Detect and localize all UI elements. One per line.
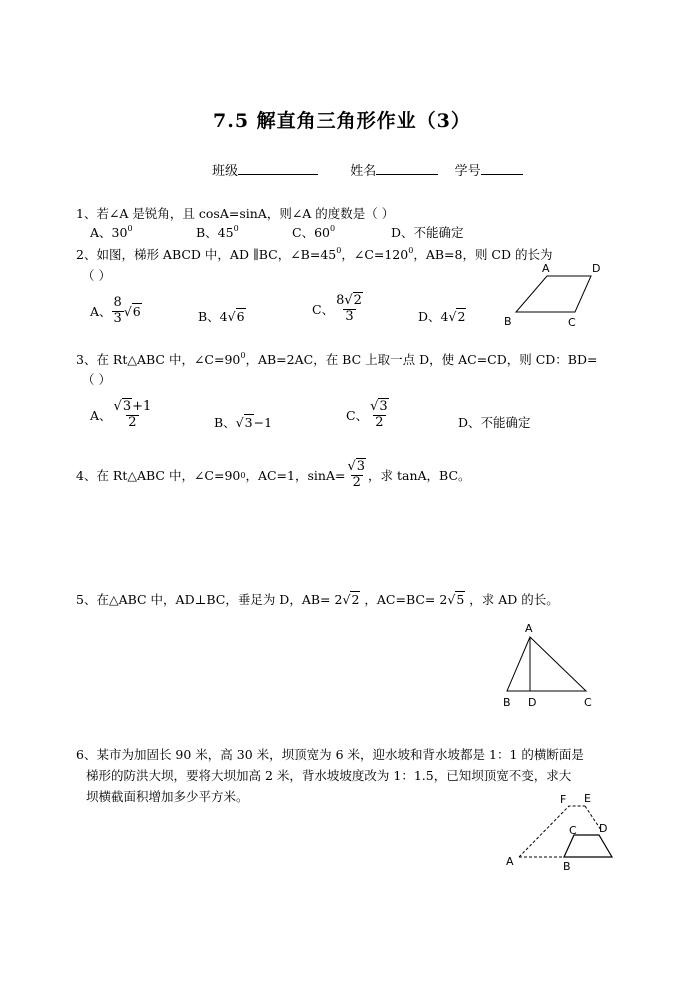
trapezoid-shape <box>516 276 591 312</box>
q4-stem: 4、在 Rt△ABC 中，∠C=90 0 ，AC=1，sinA= $\frac{√3}{2}$ ，求 tanA，BC。 <box>76 459 471 490</box>
class-blank[interactable] <box>238 160 318 175</box>
q6-dam-figure <box>498 788 628 874</box>
label-A: A <box>542 262 550 275</box>
label-A: A <box>506 855 514 868</box>
q1-option-d: D、不能确定 <box>391 225 464 240</box>
class-label: 班级 <box>212 164 239 179</box>
page-title: 7.5 解直角三角形作业（3） <box>213 110 471 132</box>
q5-stem: 5、在△ABC 中，AD⊥BC，垂足为 D，AB= 2√2 ，AC=BC= 2√5 ，求 AD 的长。 <box>76 592 559 607</box>
q6-line-2: 梯形的防洪大坝，要将大坝加高 2 米，背水坡坡度改为 1：1.5，已知坝顶宽不变，求大 <box>86 768 572 783</box>
label-D: D <box>528 696 537 709</box>
name-label: 姓名 <box>350 164 377 179</box>
q2-trapezoid-figure <box>498 260 628 332</box>
q2-option-d: D、4√2 <box>418 309 466 324</box>
original-dam-shape <box>564 835 612 857</box>
q1-option-b: B、$45^0$ <box>196 224 239 240</box>
q3-option-b: B、√3−1 <box>214 415 273 430</box>
q2-option-c: C、 $\frac{8√2}{3}$ <box>312 293 362 324</box>
label-C: C <box>569 824 577 837</box>
name-blank[interactable] <box>376 160 438 175</box>
label-B: B <box>563 860 571 873</box>
label-C: C <box>568 316 576 329</box>
q5-triangle-figure <box>498 618 608 710</box>
q1-stem: 1、若∠A 是锐角，且 cosA=sinA，则∠A 的度数是（ ） <box>76 206 395 221</box>
q3-option-a: A、 $\frac{√3+1}{2}$ <box>90 399 152 430</box>
q6-line-1: 6、某市为加固长 90 米，高 30 米，坝顶宽为 6 米，迎水坡和背水坡都是 1：1 的横断面是 <box>76 747 584 762</box>
q2-stem: 2、如图，梯形 ABCD 中，AD ∥BC，$\angle B=45^0$，$\angle C=120^0$，AB=8，则 CD 的长为 <box>76 246 553 262</box>
q1-option-a: A、$30^0$ <box>90 224 133 240</box>
id-blank[interactable] <box>481 160 523 175</box>
q2-option-a: A、 $\frac{8}{3}$ √6 <box>90 295 141 326</box>
label-D: D <box>592 262 601 275</box>
label-F: F <box>560 793 567 806</box>
q2-paren: （ ） <box>82 268 111 283</box>
triangle-shape <box>507 637 586 691</box>
q3-stem: 3、在 Rt△ABC 中，$\angle C=90^0$，AB=2AC，在 BC 上取一点 D，使 AC=CD，则 CD：BD= <box>76 351 598 367</box>
label-A: A <box>525 622 533 635</box>
label-C: C <box>584 696 592 709</box>
label-D: D <box>599 822 608 835</box>
q1-option-c: C、$60^0$ <box>292 224 336 240</box>
q3-option-d: D、不能确定 <box>458 415 531 430</box>
q3-paren: （ ） <box>82 372 111 387</box>
q2-option-b: B、4√6 <box>198 309 245 324</box>
label-B: B <box>504 315 512 328</box>
id-label: 学号 <box>454 164 481 179</box>
label-B: B <box>503 696 511 709</box>
q6-line-3: 坝横截面积增加多少平方米。 <box>86 789 249 804</box>
q3-option-c: C、 $\frac{√3}{2}$ <box>346 399 388 430</box>
header-fields <box>212 160 523 179</box>
label-E: E <box>584 792 591 805</box>
